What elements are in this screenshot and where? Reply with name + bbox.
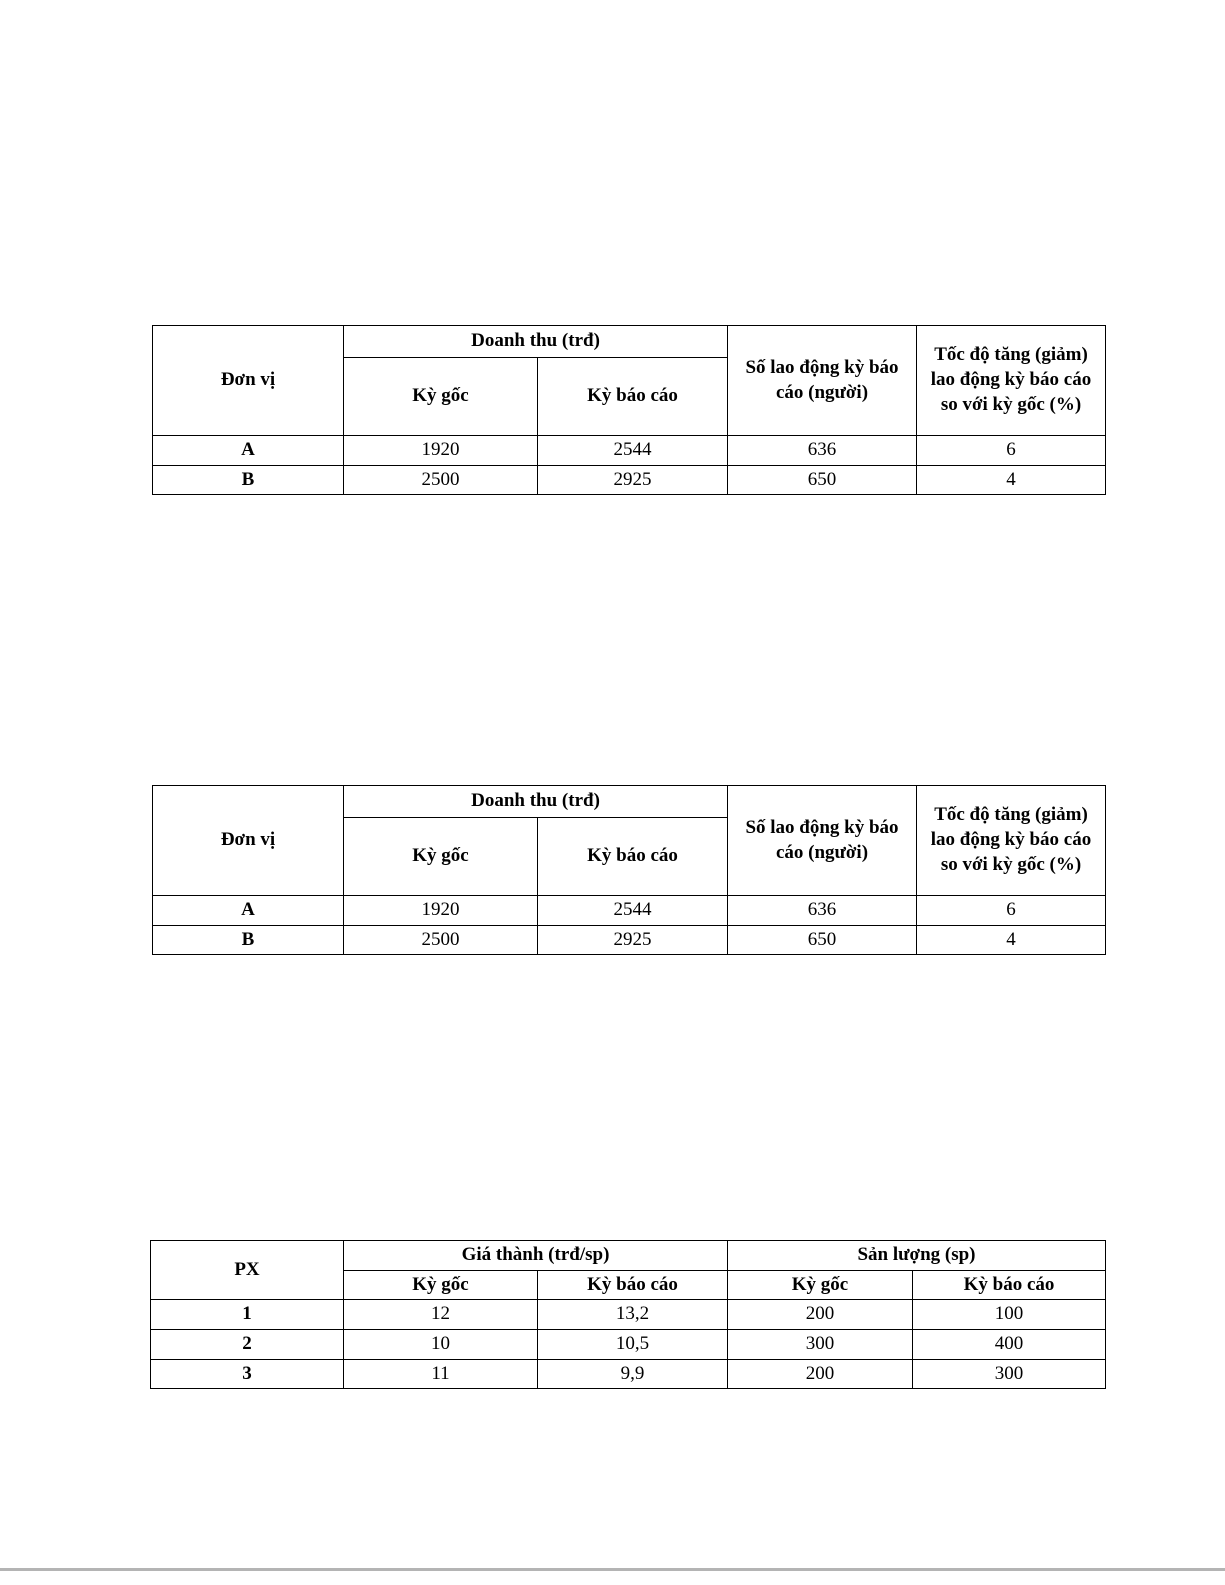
header-row-1	[153, 786, 1106, 818]
cell-sl-ky-bao-cao: 300	[913, 1359, 1106, 1389]
cell-ky-goc: 1920	[344, 436, 538, 466]
table-revenue-labor-2	[152, 785, 1106, 955]
header-px: PX	[151, 1241, 344, 1300]
cell-gt-ky-goc: 11	[344, 1359, 538, 1389]
table-row	[153, 436, 1106, 466]
cell-lao-dong: 636	[728, 436, 917, 466]
cell-ky-goc: 1920	[344, 896, 538, 926]
header-san-luong: Sản lượng (sp)	[728, 1241, 1106, 1271]
cell-px: 1	[151, 1300, 344, 1330]
cell-toc-do: 6	[917, 896, 1106, 926]
header-so-lao-dong: Số lao động kỳ báo cáo (người)	[728, 786, 917, 896]
cell-gt-ky-bao-cao: 9,9	[538, 1359, 728, 1389]
header-row-1	[151, 1241, 1106, 1271]
header-toc-do-tang: Tốc độ tăng (giảm) lao động kỳ báo cáo so với kỳ gốc (%)	[917, 326, 1106, 436]
header-ky-bao-cao: Kỳ báo cáo	[538, 358, 728, 436]
cell-gt-ky-bao-cao: 10,5	[538, 1330, 728, 1360]
cell-gt-ky-goc: 10	[344, 1330, 538, 1360]
table-cost-output	[150, 1240, 1106, 1389]
header-doanh-thu: Doanh thu (trđ)	[344, 326, 728, 358]
header-toc-do-tang: Tốc độ tăng (giảm) lao động kỳ báo cáo so với kỳ gốc (%)	[917, 786, 1106, 896]
cell-px: 3	[151, 1359, 344, 1389]
header-gt-ky-goc: Kỳ gốc	[344, 1270, 538, 1300]
cell-ky-goc: 2500	[344, 925, 538, 955]
header-ky-goc: Kỳ gốc	[344, 818, 538, 896]
cell-ky-bao-cao: 2925	[538, 925, 728, 955]
cell-toc-do: 4	[917, 465, 1106, 495]
cell-gt-ky-bao-cao: 13,2	[538, 1300, 728, 1330]
cell-sl-ky-bao-cao: 400	[913, 1330, 1106, 1360]
table-row	[151, 1330, 1106, 1360]
header-ky-bao-cao: Kỳ báo cáo	[538, 818, 728, 896]
header-ky-goc: Kỳ gốc	[344, 358, 538, 436]
cell-unit: A	[153, 896, 344, 926]
cell-sl-ky-goc: 200	[728, 1359, 913, 1389]
header-sl-ky-goc: Kỳ gốc	[728, 1270, 913, 1300]
header-gt-ky-bao-cao: Kỳ báo cáo	[538, 1270, 728, 1300]
table-row	[153, 925, 1106, 955]
header-don-vi: Đơn vị	[153, 786, 344, 896]
table-row	[151, 1300, 1106, 1330]
header-row-1	[153, 326, 1106, 358]
header-doanh-thu: Doanh thu (trđ)	[344, 786, 728, 818]
cell-ky-bao-cao: 2544	[538, 436, 728, 466]
header-don-vi: Đơn vị	[153, 326, 344, 436]
table-row	[153, 465, 1106, 495]
cell-ky-bao-cao: 2925	[538, 465, 728, 495]
cell-unit: A	[153, 436, 344, 466]
cell-lao-dong: 636	[728, 896, 917, 926]
cell-toc-do: 4	[917, 925, 1106, 955]
cell-toc-do: 6	[917, 436, 1106, 466]
cell-lao-dong: 650	[728, 465, 917, 495]
cell-unit: B	[153, 925, 344, 955]
cell-sl-ky-goc: 200	[728, 1300, 913, 1330]
cell-px: 2	[151, 1330, 344, 1360]
cell-ky-bao-cao: 2544	[538, 896, 728, 926]
cell-unit: B	[153, 465, 344, 495]
cell-sl-ky-goc: 300	[728, 1330, 913, 1360]
cell-ky-goc: 2500	[344, 465, 538, 495]
table-revenue-labor-1	[152, 325, 1106, 495]
table-row	[153, 896, 1106, 926]
cell-lao-dong: 650	[728, 925, 917, 955]
header-gia-thanh: Giá thành (trđ/sp)	[344, 1241, 728, 1271]
header-so-lao-dong: Số lao động kỳ báo cáo (người)	[728, 326, 917, 436]
table-row	[151, 1359, 1106, 1389]
page-bottom-divider	[0, 1568, 1225, 1571]
header-sl-ky-bao-cao: Kỳ báo cáo	[913, 1270, 1106, 1300]
cell-sl-ky-bao-cao: 100	[913, 1300, 1106, 1330]
cell-gt-ky-goc: 12	[344, 1300, 538, 1330]
